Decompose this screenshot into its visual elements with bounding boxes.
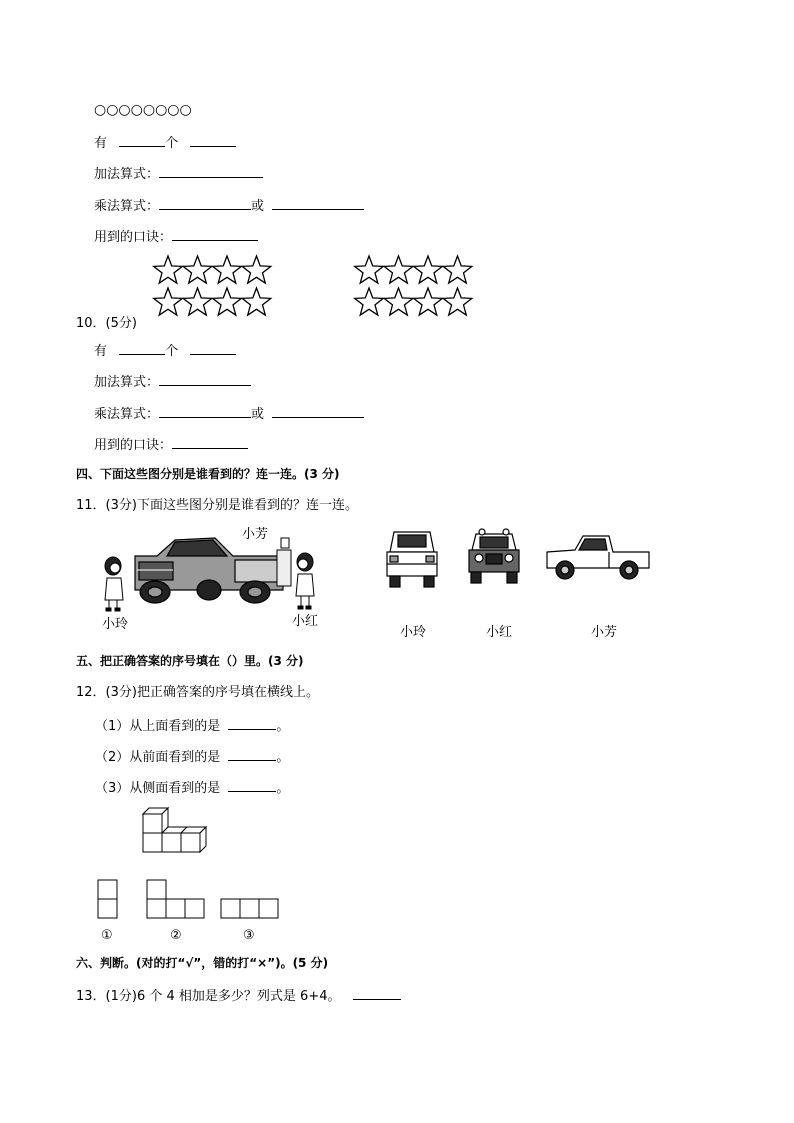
scene-label-xiaoling: 小玲	[102, 617, 129, 632]
view-label-2: 小红	[486, 625, 513, 640]
q10-koujue-line	[94, 436, 248, 454]
girl-xiaoling-icon	[105, 557, 123, 611]
star-icon	[414, 288, 443, 315]
ge-label: 个	[165, 344, 179, 359]
q12-item-2	[95, 748, 289, 766]
option-1-view	[97, 879, 119, 919]
star-icon	[414, 256, 443, 283]
star-icon	[242, 288, 271, 315]
truck-side-view-icon	[545, 534, 651, 584]
section-4-heading: 四、下面这些图分别是谁看到的？连一连。(3 分)	[76, 467, 340, 481]
mul-blank-2[interactable]	[272, 405, 364, 418]
q13-blank[interactable]	[353, 987, 401, 1000]
q10-mul-line	[94, 405, 364, 423]
star-icon	[384, 256, 413, 283]
koujue-blank[interactable]	[172, 436, 248, 449]
q12-item-3-end: 。	[276, 781, 290, 796]
or-label: 或	[251, 199, 265, 214]
q13-line	[76, 987, 401, 1005]
star-icon	[443, 256, 472, 283]
section-5-heading: 五、把正确答案的序号填在（）里。(3 分)	[76, 654, 304, 668]
truck-scene	[95, 526, 335, 626]
option-3-view	[220, 898, 280, 920]
add-label: 加法算式：	[94, 375, 160, 390]
count-blank[interactable]	[119, 342, 165, 355]
q12-item-3-text: （3）从侧面看到的是	[95, 781, 221, 796]
add-blank[interactable]	[159, 373, 251, 386]
circles-row: ○○○○○○○○	[94, 102, 192, 118]
scene-label-xiaofang: 小芳	[242, 527, 269, 542]
star-icon	[355, 288, 384, 315]
star-icon	[443, 288, 472, 315]
have-label: 有	[94, 344, 108, 359]
star-icon	[183, 288, 212, 315]
ge-label: 个	[165, 136, 179, 151]
star-icon	[154, 256, 183, 283]
star-icon	[183, 256, 212, 283]
mul-label: 乘法算式：	[94, 199, 160, 214]
truck-back-view-icon	[386, 530, 438, 588]
q11-title: 11．(3分)下面这些图分别是谁看到的？连一连。	[76, 498, 358, 513]
q10-title: 10．(5分)	[76, 316, 137, 331]
q12-item-2-end: 。	[276, 750, 290, 765]
q12-item-1	[95, 717, 289, 735]
star-icon	[213, 288, 242, 315]
count-blank-2[interactable]	[190, 342, 236, 355]
q10-add-line	[94, 373, 251, 391]
koujue-label: 用到的口诀：	[94, 230, 173, 245]
stars-figure	[0, 0, 794, 330]
q12-item-3	[95, 779, 289, 797]
option-3-label: ③	[243, 928, 255, 943]
have-label: 有	[94, 136, 108, 151]
truck-icon	[135, 538, 283, 603]
star-icon	[355, 256, 384, 283]
q12-item-1-end: 。	[276, 719, 290, 734]
star-icon	[384, 288, 413, 315]
view-label-1: 小玲	[400, 625, 427, 640]
q10-have-line	[94, 342, 236, 360]
star-icon	[242, 256, 271, 283]
girl-xiaohong-icon	[296, 553, 314, 609]
option-2-view	[146, 879, 206, 919]
q12-item-2-text: （2）从前面看到的是	[95, 750, 221, 765]
star-icon	[213, 256, 242, 283]
option-1-label: ①	[101, 928, 113, 943]
q12-item-1-text: （1）从上面看到的是	[95, 719, 221, 734]
star-icon	[154, 288, 183, 315]
q12-blank-2[interactable]	[228, 748, 276, 761]
q12-blank-3[interactable]	[228, 779, 276, 792]
girl-xiaofang-icon	[277, 538, 291, 586]
or-label: 或	[251, 407, 265, 422]
q12-blank-1[interactable]	[228, 717, 276, 730]
cube-solid-figure	[140, 808, 220, 856]
section-6-heading: 六、判断。(对的打“√”，错的打“×”)。(5 分)	[76, 956, 329, 970]
mul-blank-1[interactable]	[159, 405, 251, 418]
q12-title: 12．(3分)把正确答案的序号填在横线上。	[76, 685, 319, 700]
mul-label: 乘法算式：	[94, 407, 160, 422]
truck-front-view-icon	[468, 528, 520, 584]
koujue-label: 用到的口诀：	[94, 438, 173, 453]
add-label: 加法算式：	[94, 167, 160, 182]
scene-label-xiaohong: 小红	[292, 614, 319, 629]
q13-text: 13．(1分)6 个 4 相加是多少？列式是 6+4。	[76, 989, 341, 1004]
view-label-3: 小芳	[591, 625, 618, 640]
option-2-label: ②	[170, 928, 182, 943]
